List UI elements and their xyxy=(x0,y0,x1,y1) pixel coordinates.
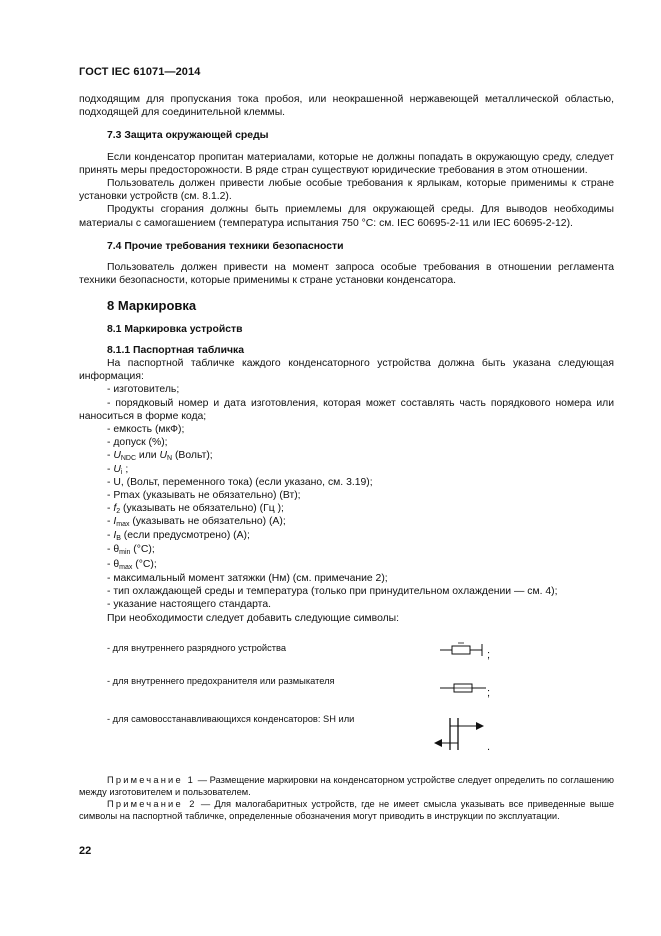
symbol-label: - для самовосстанавливающихся конденсаторов: SH или xyxy=(107,714,355,724)
self-healing-capacitor-icon xyxy=(432,716,486,752)
paragraph-7-3-3: Продукты сгорания должны быть приемлемы для окружающей среды. Для выводов необходимы материалы с самогашением (температура испытания 750 °С: см. IEC 60695-2-11 или IEC 60695-2-12). xyxy=(79,204,614,229)
paragraph-7-4-1: Пользователь должен привести на момент запроса особые требования в отношении регламента техники безопасности, которые применимы к стране установки конденсатора. xyxy=(79,262,614,287)
list-item: - $I_{max}$ (указывать не обязательно) (А); xyxy=(107,516,286,529)
list-item: - Pmax (указывать не обязательно) (Вт); xyxy=(107,490,301,502)
symbol-label: - для внутреннего разрядного устройства xyxy=(107,643,287,653)
heading-8-1-1: 8.1.1 Паспортная табличка xyxy=(107,344,244,356)
page-content xyxy=(79,93,614,625)
list-item: - $\theta_{min}$ (°С); xyxy=(107,543,155,556)
paragraph-8-1-1: На паспортной табличке каждого конденсаторного устройства должна быть указана следующая информация: xyxy=(79,358,614,383)
list-item: - емкость (мкФ); xyxy=(107,424,185,436)
list-item: - U, (Вольт, переменного тока) (если указано, см. 3.19); xyxy=(107,476,373,488)
paragraph-7-3-2: Пользователь должен привести любые особые требования к ярлыкам, которые применимы к стране установки устройств (см. 8.1.2). xyxy=(79,178,614,203)
list-item: - допуск (%); xyxy=(107,437,168,449)
heading-7-4: 7.4 Прочие требования техники безопасности xyxy=(107,240,344,252)
list-item: - $I_B$ (если предусмотрено) (А); xyxy=(107,529,250,542)
list-item: - $\theta_{max}$ (°С); xyxy=(107,558,157,571)
list-item: - указание настоящего стандарта. xyxy=(107,599,271,611)
paragraph-7-3-1: Если конденсатор пропитан материалами, которые не должны попадать в окружающую среду, следует принять меры предосторожности. В ряде стран существуют юридические требования в этом отношении. xyxy=(79,151,614,176)
symbol-label: - для внутреннего предохранителя или размыкателя xyxy=(107,676,335,686)
symbol-end: ; xyxy=(487,649,491,661)
discharge-device-icon xyxy=(438,638,491,664)
heading-8: 8 Маркировка xyxy=(107,298,197,314)
list-item: - изготовитель; xyxy=(107,384,180,396)
note-2: Примечание 2 — Для малогабаритных устройств, где не имеет смысла указывать все приведенные выше символы на паспортной табличке, определенные обозначения могут приводить в инструкции по эксплуатации. xyxy=(79,799,614,821)
notes xyxy=(79,774,614,822)
list-item: - максимальный момент затяжки (Нм) (см. примечание 2); xyxy=(107,572,388,584)
fuse-icon xyxy=(438,678,491,700)
paragraph-continuation: подходящим для пропускания тока пробоя, или неокрашенной нержавеющей металлической областью, подходящей для соединительной клеммы. xyxy=(79,94,614,119)
paragraph-symbols: При необходимости следует добавить следующие символы: xyxy=(107,612,400,624)
symbol-end: ; xyxy=(487,687,491,699)
page-header: ГОСТ IEC 61071—2014 xyxy=(79,66,201,78)
list-item: - тип охлаждающей среды и температура (только при принудительном охлаждении — см. 4); xyxy=(107,586,558,598)
list-item: - порядковый номер и дата изготовления, которая может составлять часть порядкового номера или наноситься в форме кода; xyxy=(79,397,614,422)
heading-8-1: 8.1 Маркировка устройств xyxy=(107,323,243,335)
list-item: - $U_i$ ; xyxy=(107,463,129,476)
page-number: 22 xyxy=(79,845,92,857)
heading-7-3: 7.3 Защита окружающей среды xyxy=(107,130,269,142)
note-1: Примечание 1 — Размещение маркировки на конденсаторном устройстве следует определить по соглашению между изготовителем и пользователем. xyxy=(79,775,614,797)
symbol-end: . xyxy=(487,741,491,753)
list-item: - $U_{NDC}$ или $U_N$ (Вольт); xyxy=(107,450,213,463)
list-item: - $f_2$ (указывать не обязательно) (Гц ); xyxy=(107,503,284,516)
